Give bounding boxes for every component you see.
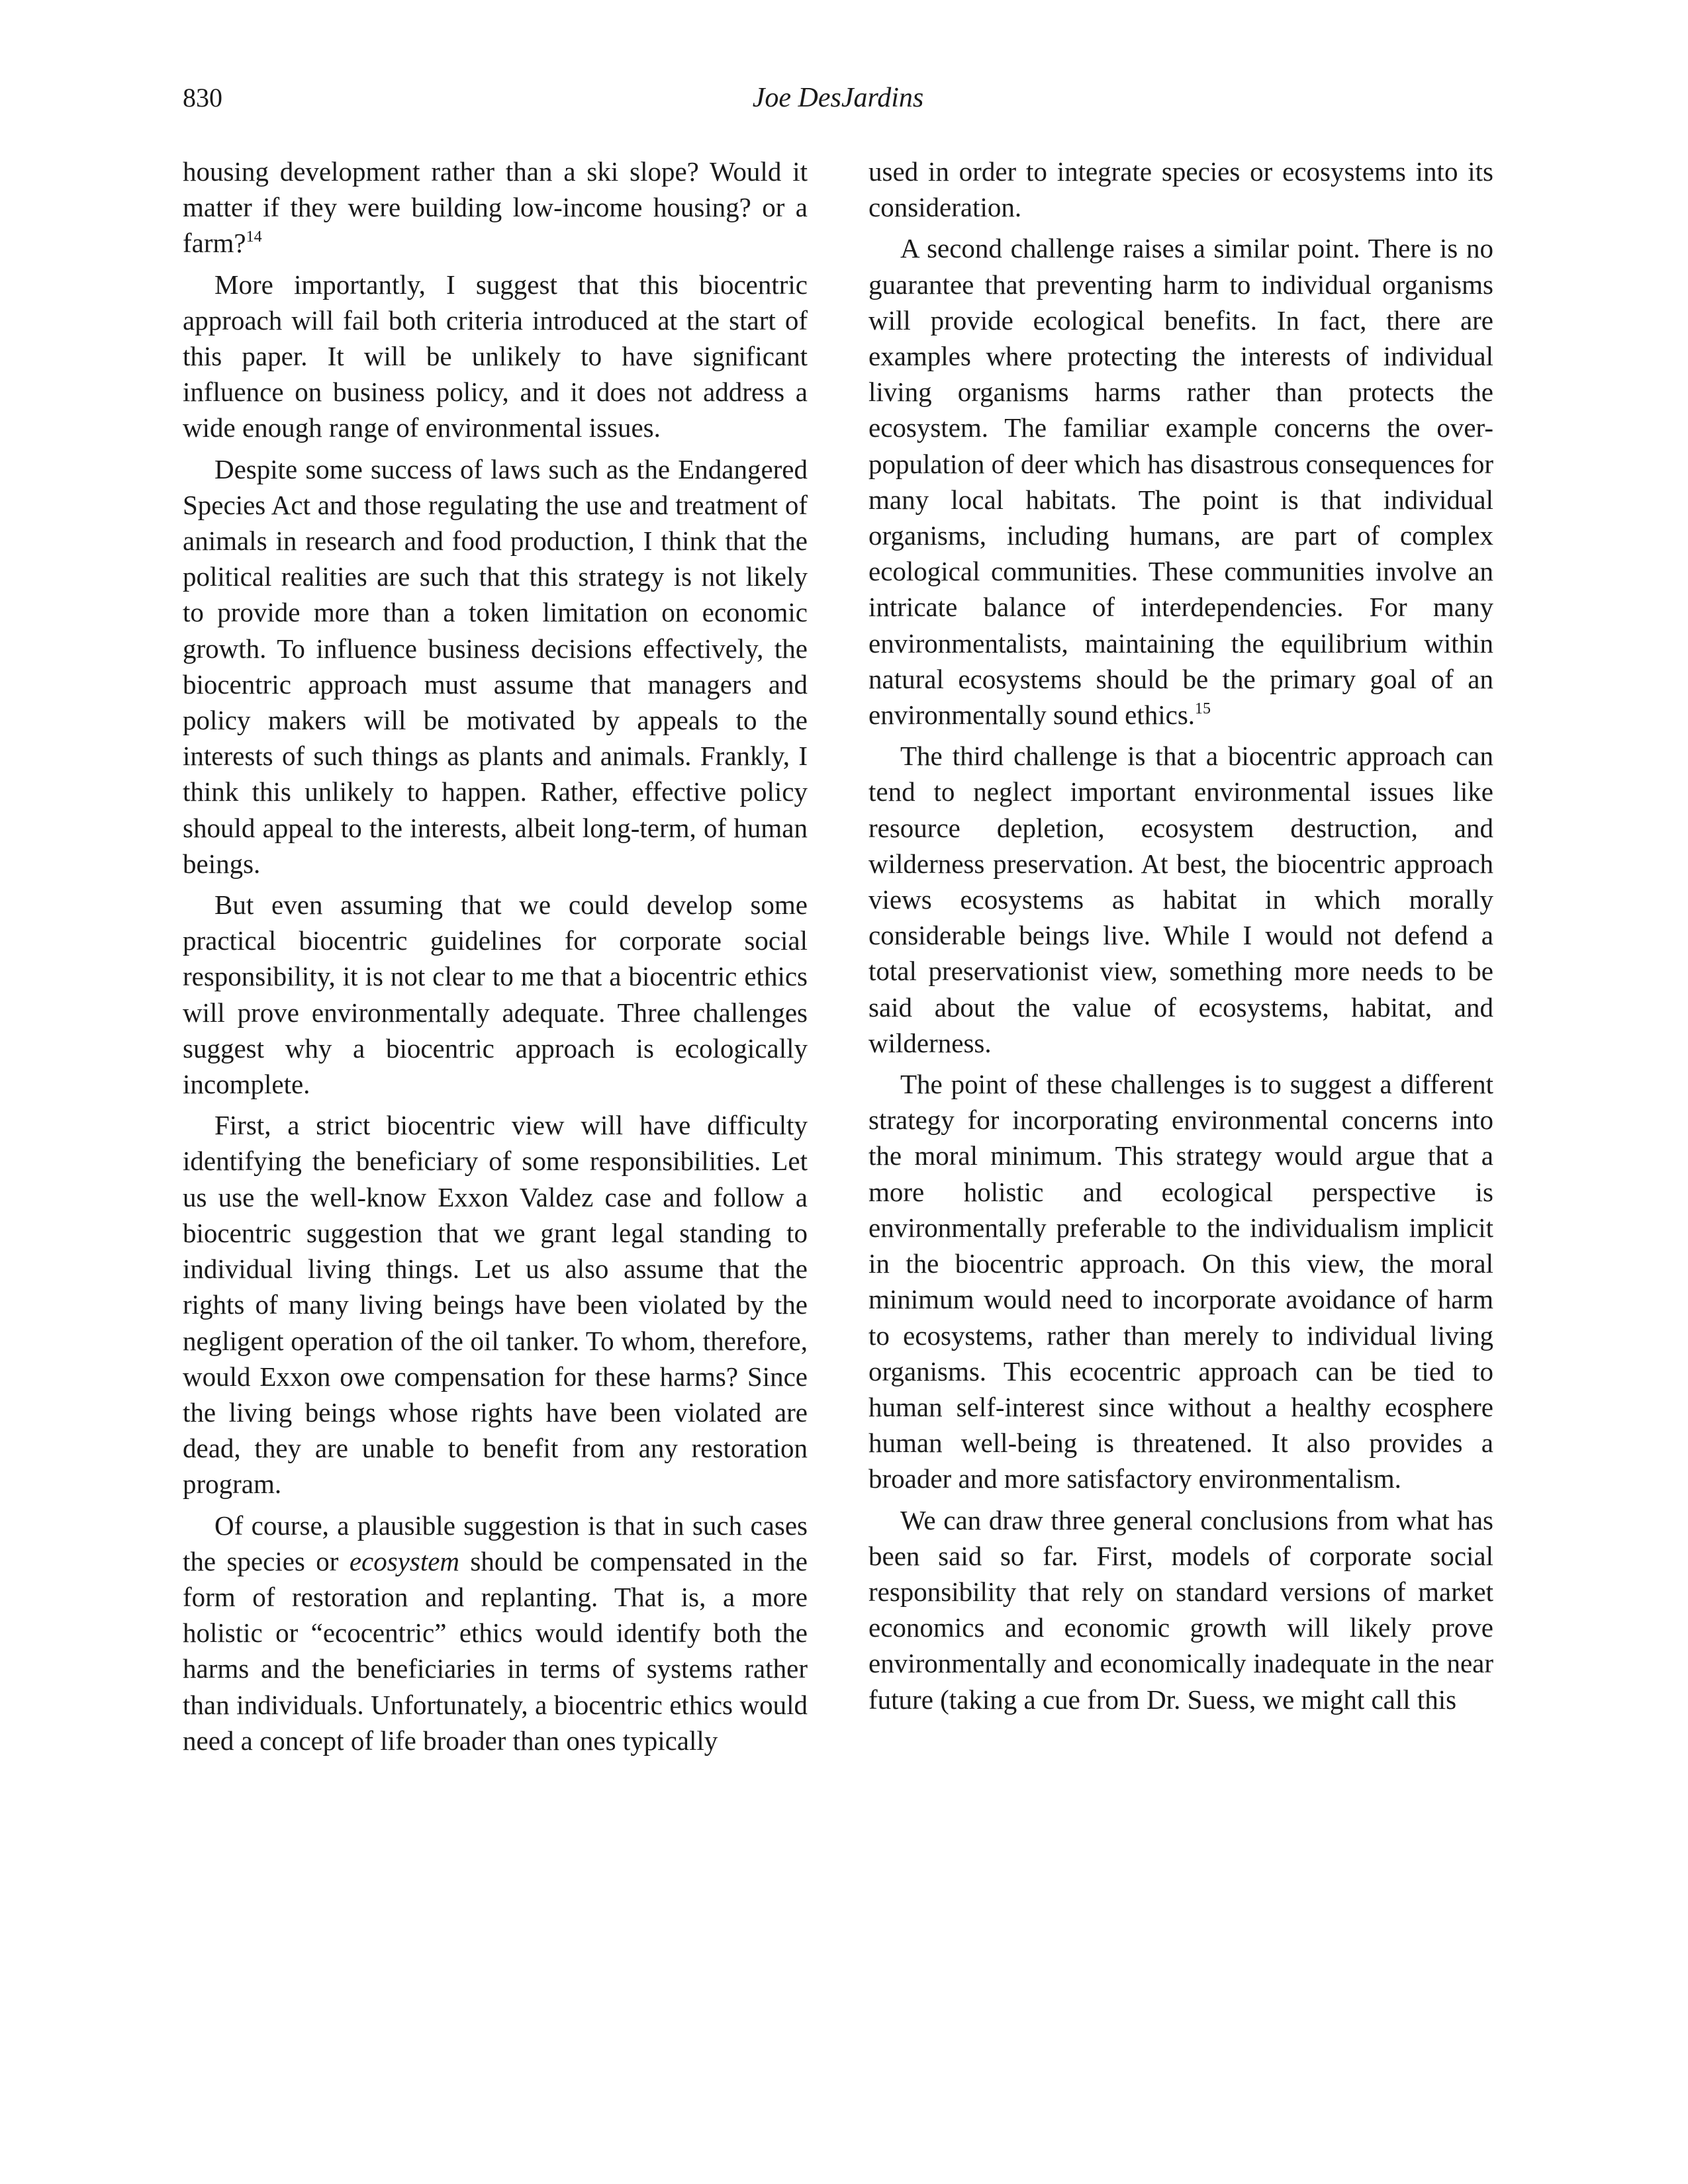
emphasized-term: ecosystem [349,1545,460,1576]
footnote-ref: 14 [246,228,262,246]
running-head [183,78,1493,118]
paragraph: But even assuming that we could develop some practical biocentric guidelines for corporate social responsibility, it is not clear to me that a biocentric ethics will prove environmentally adequate. Three challenges suggest why a biocentric approach is ecologically incomplete. [183,889,808,1100]
paragraph-text: housing development rather than a ski slope? Would it matter if they were building low-income housing? or a farm? [183,156,808,259]
paragraph: The third challenge is that a biocentric approach can tend to neglect important environmental issues like resource depletion, ecosystem destruction, and wilderness preservation. At best, the biocentric approach views ecosystems as habitat in which morally considerable beings live. While I would not defend a total preservationist view, something more needs to be said about the value of ecosystems, habitat, and wilderness. [868,741,1493,1058]
paragraph-text: A second challenge raises a similar point. There is no guarantee that preventing harm to individual organisms will provide ecological benefits. In fact, there are examples where protecting the interests of individual living organisms harms rather than protects the ecosystem. The familiar example concerns the over-population of deer which has disastrous consequences for many local habitats. The point is that individual organisms, including humans, are part of complex ecological communities. These communities involve an intricate balance of interdependencies. For many environmentalists, maintaining the equilibrium within natural ecosystems should be the primary goal of an environmentally sound ethics. [868,233,1493,731]
right-column [868,154,1493,1723]
paragraph [183,1508,808,1758]
paragraph: More importantly, I suggest that this biocentric approach will fail both criteria introduced at the start of this paper. It will be unlikely to have significant influence on business policy, and it does not address a wide enough range of environmental issues. [183,269,808,443]
page-number: 830 [183,83,222,113]
paragraph-text: should be compensated in the form of restoration and replanting. That is, a more holistic or “ecocentric” ethics would identify both the harms and the beneficiaries in terms of systems rather than individuals. Unfortunately, a biocentric ethics would need a concept of life broader than ones typically [183,1545,808,1756]
paragraph-text: Of course, a plausible suggestion is that in such cases the species or [183,1510,808,1576]
paragraph: We can draw three general conclusions from what has been said so far. First, models of corporate social responsibility that rely on standard versions of market economics and economic growth will likely prove environmentally and economically inadequate in the near future (taking a cue from Dr. Suess, we might call this [868,1504,1493,1715]
paragraph: First, a strict biocentric view will have difficulty identifying the beneficiary of some responsibilities. Let us use the well-know Exxon Valdez case and follow a biocentric suggestion that we grant legal standing to individual living things. Let us also assume that the rights of many living beings have been violated by the negligent operation of the oil tanker. To whom, therefore, would Exxon owe compensation for these harms? Since the living beings whose rights have been violated are dead, they are unable to benefit from any restoration program. [183,1110,808,1500]
paragraph-continued: used in order to integrate species or ecosystems into its consideration. [868,156,1493,223]
footnote-ref: 15 [1195,700,1211,718]
left-column [183,154,808,1764]
paragraph [868,230,1493,733]
paragraph-continued [183,154,808,261]
running-author: Joe DesJardins [752,83,924,113]
paragraph: The point of these challenges is to suggest a different strategy for incorporating environmental concerns into the moral minimum. This strategy would argue that a more holistic and ecological perspective is environmentally preferable to the individualism implicit in the biocentric approach. On this view, the moral minimum would need to incorporate avoidance of harm to ecosystems, rather than merely to individual living organisms. This ecocentric approach can be tied to human self-interest since without a healthy ecosphere human well-being is threatened. It also provides a broader and more satisfactory environmentalism. [868,1069,1493,1494]
paragraph: Despite some success of laws such as the Endangered Species Act and those regulating the use and treatment of animals in research and food production, I think that the political realities are such that this strategy is not likely to provide more than a token limitation on economic growth. To influence business decisions effectively, the biocentric approach must assume that managers and policy makers will be motivated by appeals to the interests of such things as plants and animals. Frankly, I think this unlikely to happen. Rather, effective policy should appeal to the interests, albeit long-term, of human beings. [183,453,808,879]
